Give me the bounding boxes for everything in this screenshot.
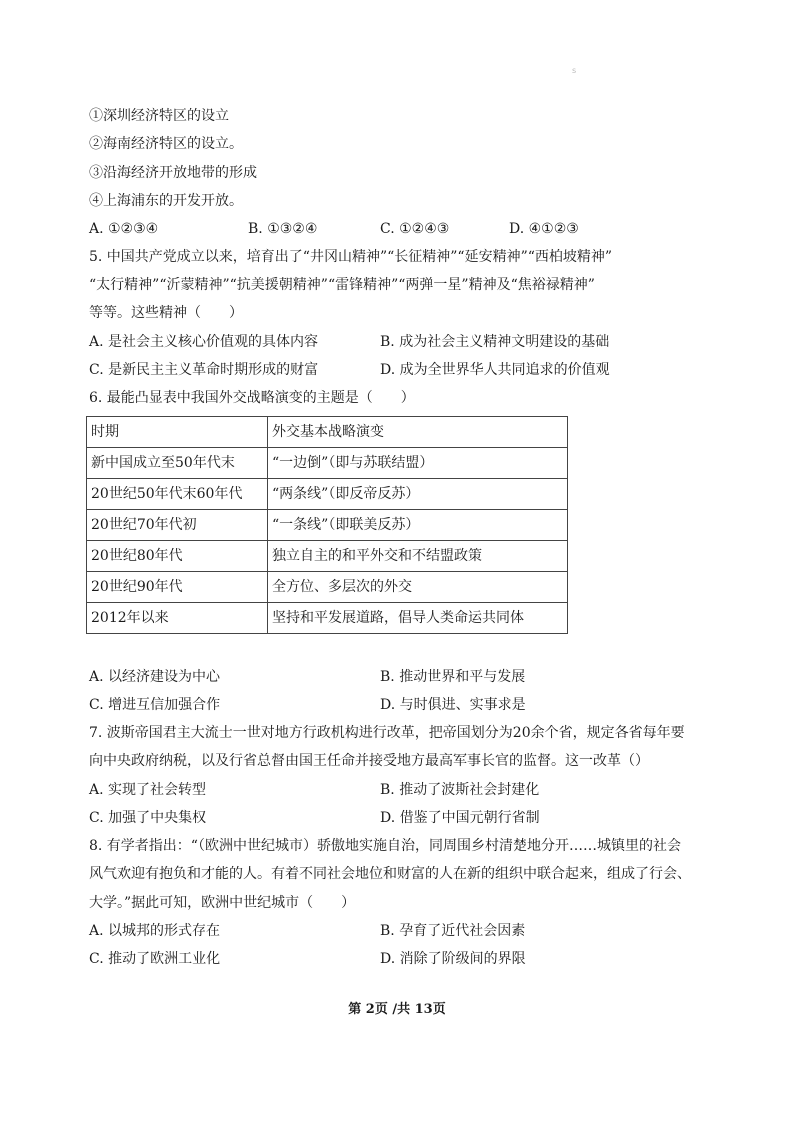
list-item: ①深圳经济特区的设立 (89, 108, 229, 124)
q5-stem-line3: 等等。这些精神（ ） (89, 305, 243, 321)
q5-option-d: D. 成为全世界华人共同追求的价值观 (380, 362, 610, 378)
corner-mark: s (572, 66, 577, 75)
list-item: ③沿海经济开放地带的形成 (89, 165, 257, 181)
table-cell: 新中国成立至50年代末 (87, 448, 268, 479)
q7-option-a: A. 实现了社会转型 (89, 782, 207, 798)
table-row (87, 448, 568, 479)
table-row (87, 510, 568, 541)
list-item: ④上海浦东的开发开放。 (89, 193, 243, 209)
q8-option-b: B. 孕育了近代社会因素 (380, 923, 526, 939)
q7-option-c: C. 加强了中央集权 (89, 810, 207, 826)
q5-stem-line2: “太行精神”“沂蒙精神”“抗美援朝精神”“雷锋精神”“两弹一星”精神及“焦裕禄精神” (89, 277, 595, 293)
q6-stem: 6. 最能凸显表中我国外交战略演变的主题是（ ） (89, 390, 415, 406)
q4-option-c: C. ①②④③ (380, 221, 450, 237)
table-row (87, 541, 568, 572)
q4-option-d: D. ④①②③ (509, 221, 579, 237)
table-cell: 2012年以来 (87, 603, 268, 634)
q8-stem-line2: 风气欢迎有抱负和才能的人。有着不同社会地位和财富的人在新的组织中联合起来，组成了行会、 (89, 866, 691, 882)
table-cell: 20世纪80年代 (87, 541, 268, 572)
table-cell: 独立自主的和平外交和不结盟政策 (268, 541, 568, 572)
page-number-footer: 第 2页 /共 13页 (348, 1002, 446, 1017)
table-cell: 全方位、多层次的外交 (268, 572, 568, 603)
q8-option-a: A. 以城邦的形式存在 (89, 923, 221, 939)
q6-option-d: D. 与时俱进、实事求是 (380, 697, 526, 713)
q5-option-a: A. 是社会主义核心价值观的具体内容 (89, 334, 319, 350)
q7-stem-line1: 7. 波斯帝国君主大流士一世对地方行政机构进行改革，把帝国划分为20余个省，规定各省每年要 (89, 725, 685, 741)
q8-stem-line3: 大学。”据此可知，欧洲中世纪城市（ ） (89, 895, 356, 911)
table-cell: 20世纪90年代 (87, 572, 268, 603)
table-header-cell: 时期 (87, 417, 268, 448)
table-cell: 坚持和平发展道路，倡导人类命运共同体 (268, 603, 568, 634)
table-header-row (87, 417, 568, 448)
table-header-cell: 外交基本战略演变 (268, 417, 568, 448)
q5-stem-line1: 5. 中国共产党成立以来，培育出了“井冈山精神”“长征精神”“延安精神”“西柏坡精神” (89, 249, 613, 265)
q5-option-c: C. 是新民主主义革命时期形成的财富 (89, 362, 319, 378)
q7-option-b: B. 推动了波斯社会封建化 (380, 782, 540, 798)
table-cell: 20世纪70年代初 (87, 510, 268, 541)
q7-stem-line2: 向中央政府纳税，以及行省总督由国王任命并接受地方最高军事长官的监督。这一改革（） (89, 753, 649, 769)
q8-stem-line1: 8. 有学者指出：“（欧洲中世纪城市）骄傲地实施自治，同周围乡村清楚地分开……城镇里的社会 (89, 838, 681, 854)
q7-option-d: D. 借鉴了中国元朝行省制 (380, 810, 540, 826)
q5-option-b: B. 成为社会主义精神文明建设的基础 (380, 334, 610, 350)
table-cell: 20世纪50年代末60年代 (87, 479, 268, 510)
diplomacy-table (86, 416, 568, 634)
table-row (87, 479, 568, 510)
table-cell: “一边倒”（即与苏联结盟） (268, 448, 568, 479)
q6-option-b: B. 推动世界和平与发展 (380, 669, 526, 685)
q8-option-c: C. 推动了欧洲工业化 (89, 951, 221, 967)
q8-option-d: D. 消除了阶级间的界限 (380, 951, 526, 967)
q6-option-a: A. 以经济建设为中心 (89, 669, 221, 685)
q4-option-b: B. ①③②④ (248, 221, 318, 237)
list-item: ②海南经济特区的设立。 (89, 136, 243, 152)
q6-option-c: C. 增进互信加强合作 (89, 697, 221, 713)
table-row (87, 572, 568, 603)
table-cell: “两条线”（即反帝反苏） (268, 479, 568, 510)
q4-option-a: A. ①②③④ (89, 221, 159, 237)
table-row (87, 603, 568, 634)
table-cell: “一条线”（即联美反苏） (268, 510, 568, 541)
